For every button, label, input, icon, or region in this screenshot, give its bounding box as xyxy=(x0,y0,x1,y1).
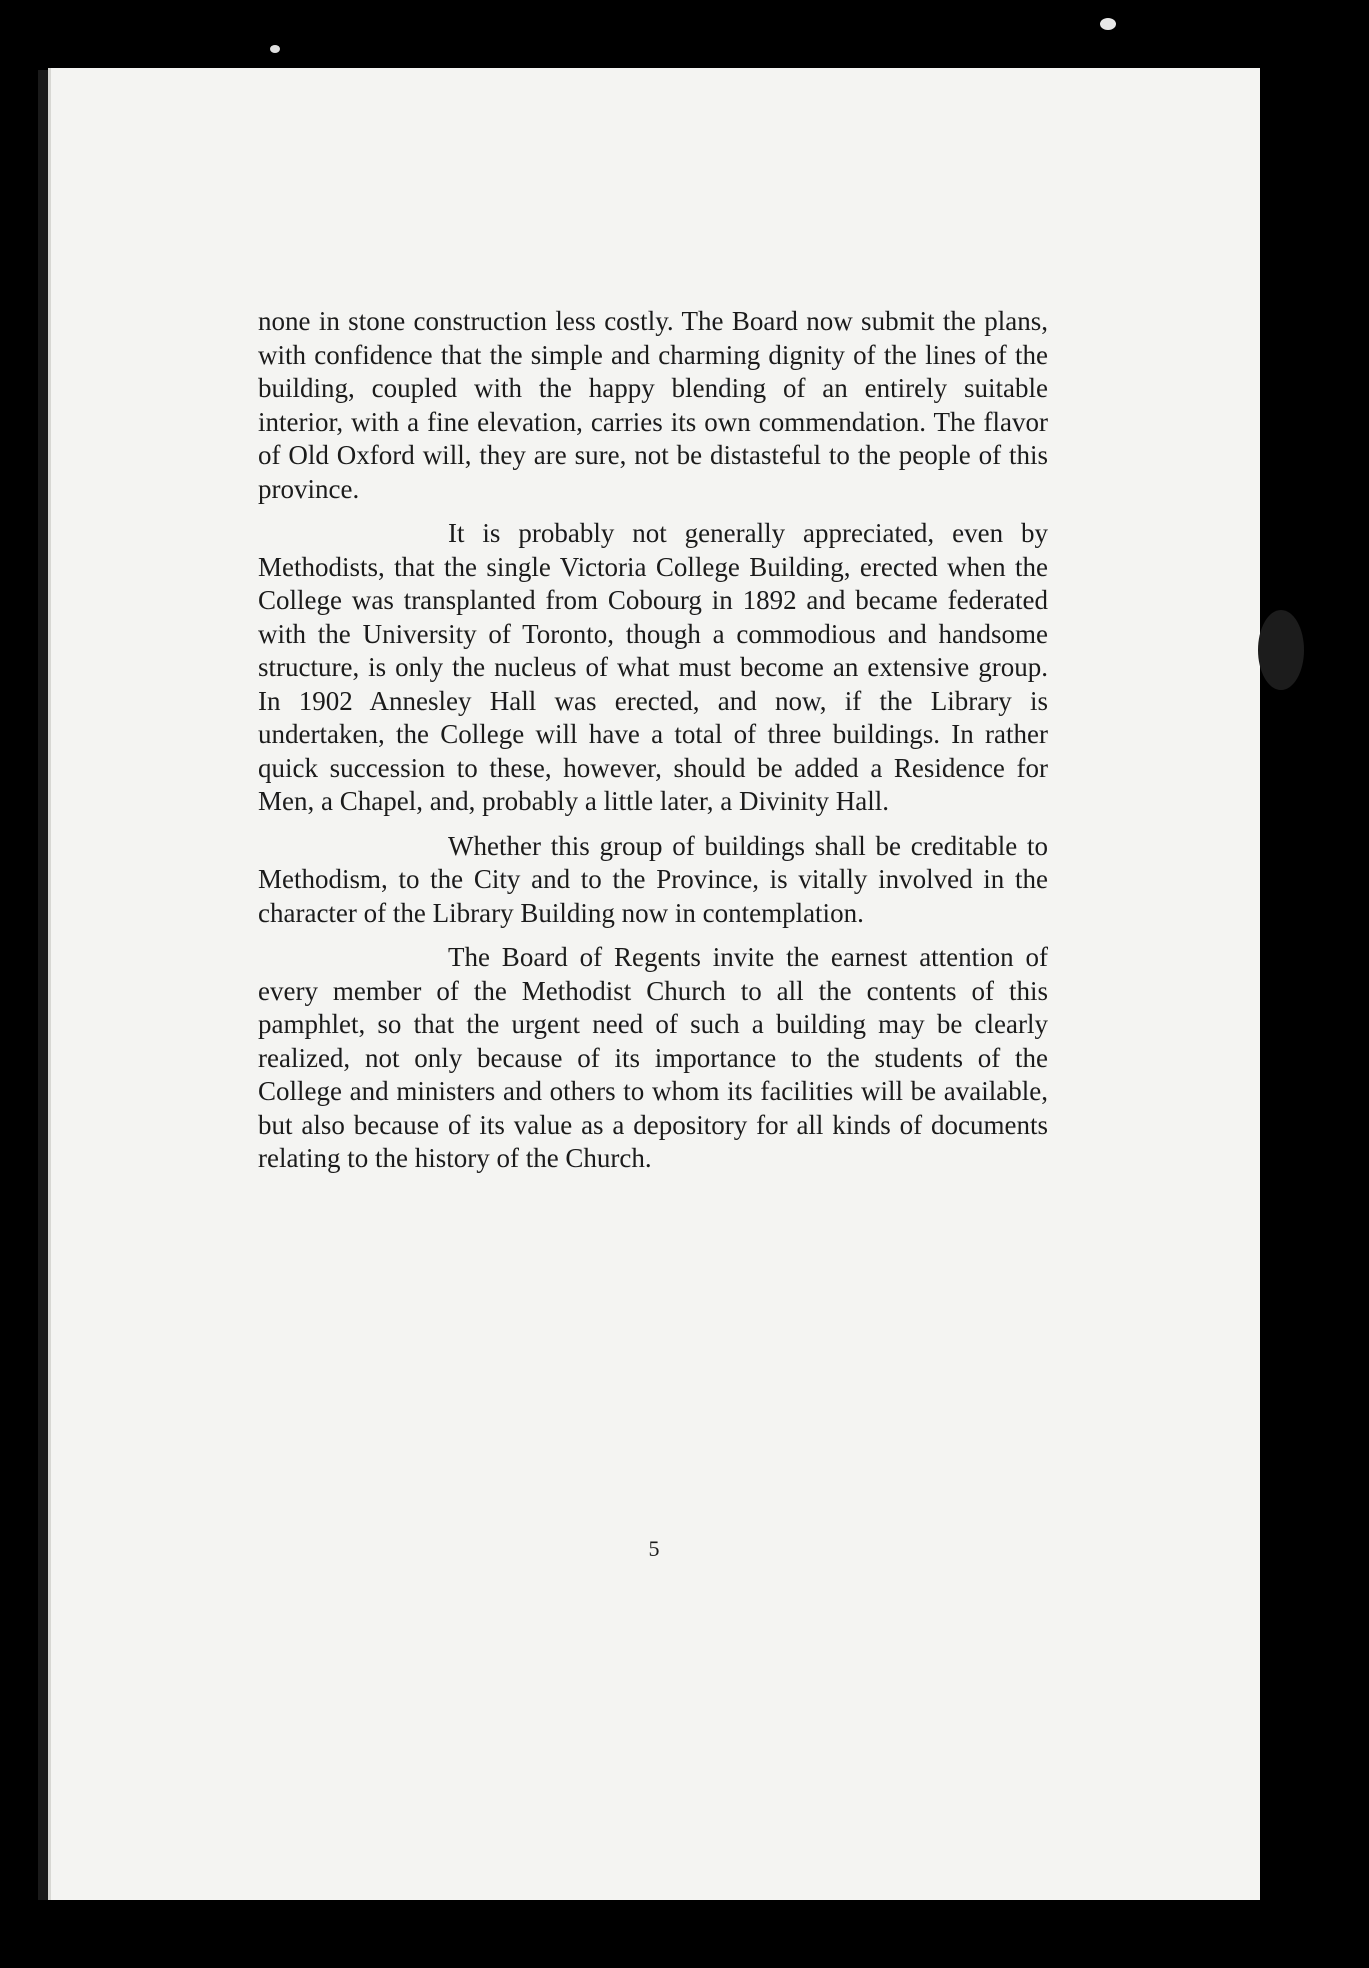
page-binding-edge xyxy=(38,70,48,1900)
paragraph-3: Whether this group of buildings shall be creditable to Methodism, to the City and to the Province, is vitally involved in the character of the Library Building now in contemplation. xyxy=(258,830,1048,928)
page-number: 5 xyxy=(648,1536,660,1561)
paragraph-4: The Board of Regents invite the earnest attention of every member of the Methodist Church to all the contents of this pamphlet, so that the urgent need of such a building may be clearly realized, not only because of its importance to the students of the College and ministers and others to whom its facilities will be available, but also because of its value as a depository for all kinds of documents relating to the history of the Church. xyxy=(258,942,1048,1173)
paragraph-2: It is probably not generally appreciated, even by Methodists, that the single Victoria College Building, erected when the College was transplanted from Cobourg in 1892 and became federated with the University of Toronto, though a commodious and handsome structure, is only the nucleus of what must become an extensive group. In 1902 Annesley Hall was erected, and now, if the Library is undertaken, the College will have a total of three buildings. In rather quick succession to these, however, should be added a Residence for Men, a Chapel, and, probably a little later, a Divinity Hall. xyxy=(258,518,1048,816)
scan-speck xyxy=(270,45,280,53)
body-text xyxy=(258,305,1048,1187)
scan-speck xyxy=(1258,610,1304,690)
paragraph-1: none in stone construction less costly. The Board now submit the plans, with confidence that the simple and charming dignity of the lines of the building, coupled with the happy blending of an entirely suitable interior, with a fine elevation, carries its own commendation. The flavor of Old Oxford will, they are sure, not be distasteful to the people of this province. xyxy=(258,306,1048,504)
scan-speck xyxy=(1100,18,1116,30)
